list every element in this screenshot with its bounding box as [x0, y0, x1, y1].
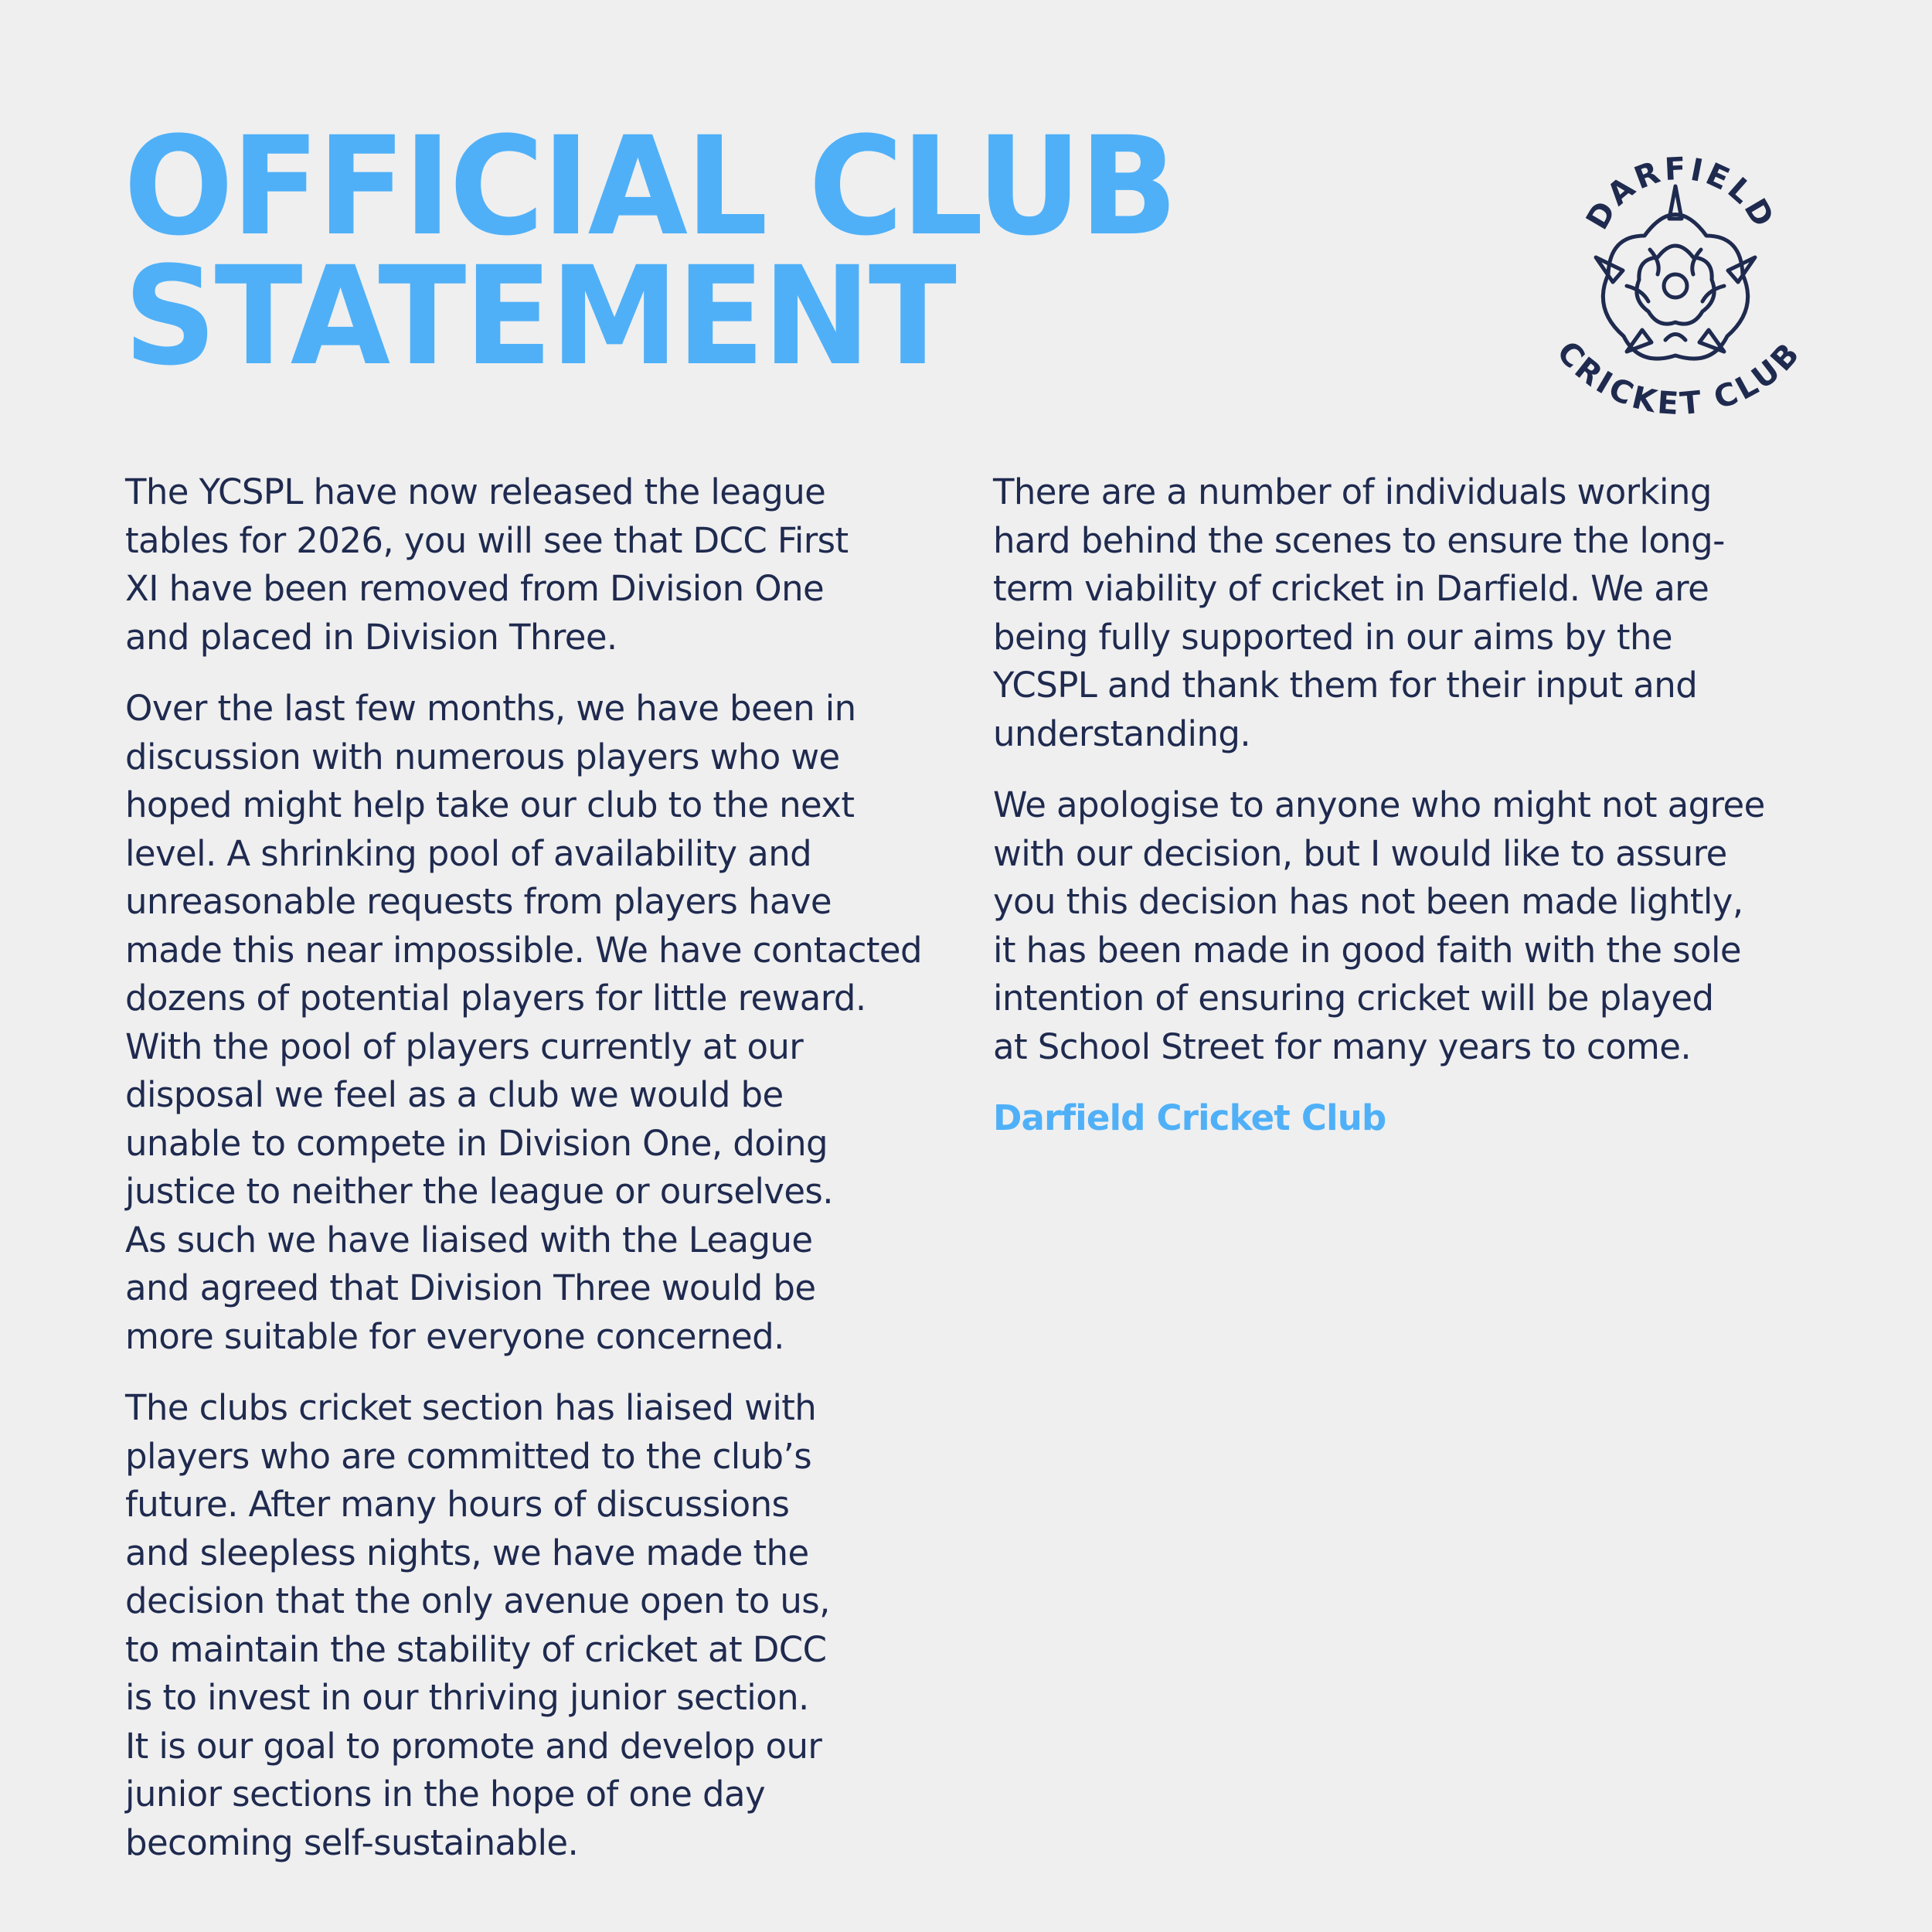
- title-line-2: STATEMENT: [124, 237, 955, 396]
- left-column: [125, 468, 960, 1890]
- right-column: [993, 468, 1812, 1143]
- paragraph-player-discussions: Over the last few months, we have been in discussion with numerous players who we hoped might help take our club to the next level. A shrinking pool of availability and unreasonable requests from players have made this near impossible. We have contacted dozens of potential players for little reward. With the pool of players currently at our disposal we feel as a club we would be unable to compete in Division One, doing justice to neither the league or ourselves. As such we have liaised with the League and agreed that Division Three would be more suitable for everyone concerned.: [125, 688, 922, 1357]
- paragraph-junior-section: The clubs cricket section has liaised with players who are committed to the club’s future. After many hours of discussions and sleepless nights, we have made the decision that the only avenue open to us, to maintain the stability of cricket at DCC is to invest in our thriving junior section. It is our goal to promote and develop our junior sections in the hope of one day becoming self-sustainable.: [125, 1387, 830, 1863]
- logo-bottom-text: CRICKET CLUB: [1549, 334, 1808, 423]
- signature: Darfield Cricket Club: [993, 1097, 1386, 1138]
- paragraph-apology: We apologise to anyone who might not agree with our decision, but I would like to assure you this decision has not been made lightly, it has been made in good faith with the sole intention of ensuring cricket will be played at School Street for many years to come.: [993, 784, 1765, 1067]
- title-line-1: OFFICIAL CLUB: [124, 107, 1176, 266]
- logo-top-text: DARFIELD: [1579, 151, 1783, 236]
- paragraph-behind-the-scenes: There are a number of individuals working hard behind the scenes to ensure the long- term viability of cricket in Darfield. We are being fully supported in our aims by the YCSPL and thank them for their input and understanding.: [993, 471, 1725, 754]
- club-logo: [1534, 120, 1828, 437]
- paragraph-league-tables: The YCSPL have now released the league tables for 2026, you will see that DCC First XI have been removed from Division One and placed in Division Three.: [125, 471, 849, 658]
- statement-title: [124, 107, 1176, 396]
